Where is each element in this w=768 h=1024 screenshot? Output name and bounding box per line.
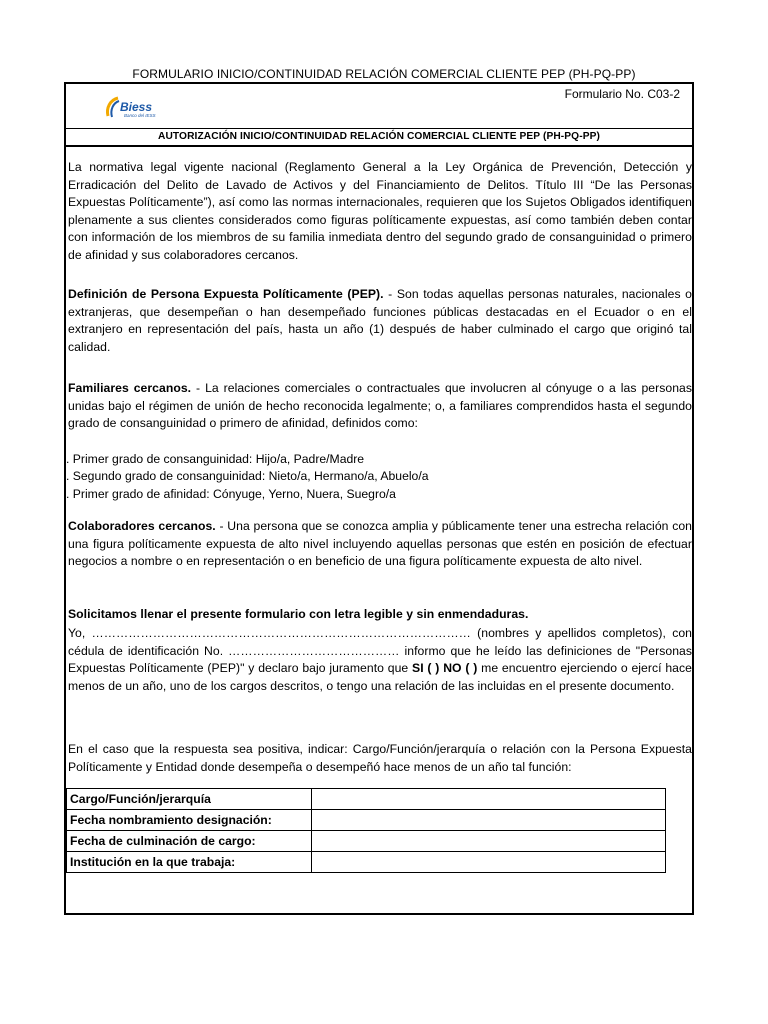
pep-definition-text: - Son todas aquellas personas naturales, nacionales o extranjeras, que desempeñan o han desempeñado funciones públicas destacadas en el Ecuador o en el extranjero en representación del país, hasta un año (1) después de haber culminado el cargo que originó tal calidad. (68, 287, 692, 354)
pep-details-table (66, 788, 666, 873)
appointment-date-field[interactable] (311, 810, 665, 831)
declaration-part1: Yo, ………………………………………………………………………………… (nombres y apellidos completos), con cédula de identificación No. …………………………………… informo que he leído las definiciones de "Personas Expuestas Políticamente (PEP)" y declaro bajo juramento que (68, 626, 692, 675)
degree-item: . Primer grado de consanguinidad: Hijo/a, Padre/Madre (66, 452, 365, 466)
pep-definition-term: Definición de Persona Expuesta Políticamente (PEP). (68, 287, 384, 301)
page-title: FORMULARIO INICIO/CONTINUIDAD RELACIÓN COMERCIAL CLIENTE PEP (PH-PQ-PP) (132, 67, 636, 81)
pep-definition (68, 286, 692, 356)
collaborators-paragraph (68, 518, 692, 571)
field-label: Institución en la que trabaja: (67, 852, 312, 873)
biess-logo (104, 96, 174, 120)
field-label: Cargo/Función/jerarquía (67, 789, 312, 810)
institution-field[interactable] (311, 852, 665, 873)
degree-item: . Segundo grado de consanguinidad: Nieto/a, Hermano/a, Abuelo/a (66, 469, 429, 483)
declaration-part2: me encuentro ejerciendo o ejercí hace menos de un año, uno de los cargos descritos, o tengo una relación de las incluidas en el presente documento. (68, 661, 692, 693)
table-row (67, 831, 666, 852)
form-frame (64, 82, 694, 915)
field-label: Fecha de culminación de cargo: (67, 831, 312, 852)
collaborators-term: Colaboradores cercanos. (68, 519, 216, 533)
field-label: Fecha nombramiento designación: (67, 810, 312, 831)
close-family-text: - La relaciones comerciales o contractuales que involucren al cónyuge o a las personas unidas bajo el régimen de unión de hecho reconocida legalmente; o, a familiares comprendidos hasta el segundo grado de consanguinidad o primero de afinidad, definidos como: (68, 381, 692, 430)
intro-paragraph: La normativa legal vigente nacional (Reglamento General a la Ley Orgánica de Prevención, Detección y Erradicación del Delito de Lavado de Activos y del Financiamiento de Delitos. Título III “De las Personas Expuestas Políticamente”), así como las normas internacionales, requieren que los Sujetos Obligados identifiquen plenamente a sus clientes considerados como figuras políticamente expuestas, así como también deben contar con información de los miembros de su familia inmediata dentro del segundo grado de consanguinidad o primero de afinidad y sus colaboradores cercanos. (68, 160, 692, 262)
table-row (67, 810, 666, 831)
form-header-row (66, 84, 692, 129)
end-date-field[interactable] (311, 831, 665, 852)
no-checkbox[interactable]: NO ( ) (443, 661, 478, 675)
position-field[interactable] (311, 789, 665, 810)
yes-checkbox[interactable]: SI ( ) (412, 661, 440, 675)
declaration-paragraph (68, 625, 692, 695)
request-heading: Solicitamos llenar el presente formulario con letra legible y sin enmendaduras. (68, 607, 529, 621)
degree-item: . Primer grado de afinidad: Cónyuge, Yerno, Nuera, Suegro/a (66, 487, 396, 501)
close-family-paragraph (68, 380, 692, 433)
section-title: AUTORIZACIÓN INICIO/CONTINUIDAD RELACIÓN COMERCIAL CLIENTE PEP (PH-PQ-PP) (66, 128, 692, 147)
collaborators-text: - Una persona que se conozca amplia y públicamente tener una estrecha relación con una figura políticamente expuesta de alto nivel incluyendo aquellas personas que estén en posición de efectuar negocios a nombre o en representación o en beneficio de una figura políticamente expuesta de alto nivel. (68, 519, 692, 568)
form-number: Formulario No. C03-2 (564, 87, 680, 101)
table-row (67, 852, 666, 873)
close-family-term: Familiares cercanos. (68, 381, 192, 395)
positive-answer-text: En el caso que la respuesta sea positiva, indicar: Cargo/Función/jerarquía o relación con la Persona Expuesta Políticamente y Entidad donde desempeña o desempeñó hace menos de un año tal función: (68, 742, 692, 774)
logo-text: Biess (120, 100, 153, 114)
table-row (67, 789, 666, 810)
logo-subtext: Banco del IESS (124, 113, 156, 118)
